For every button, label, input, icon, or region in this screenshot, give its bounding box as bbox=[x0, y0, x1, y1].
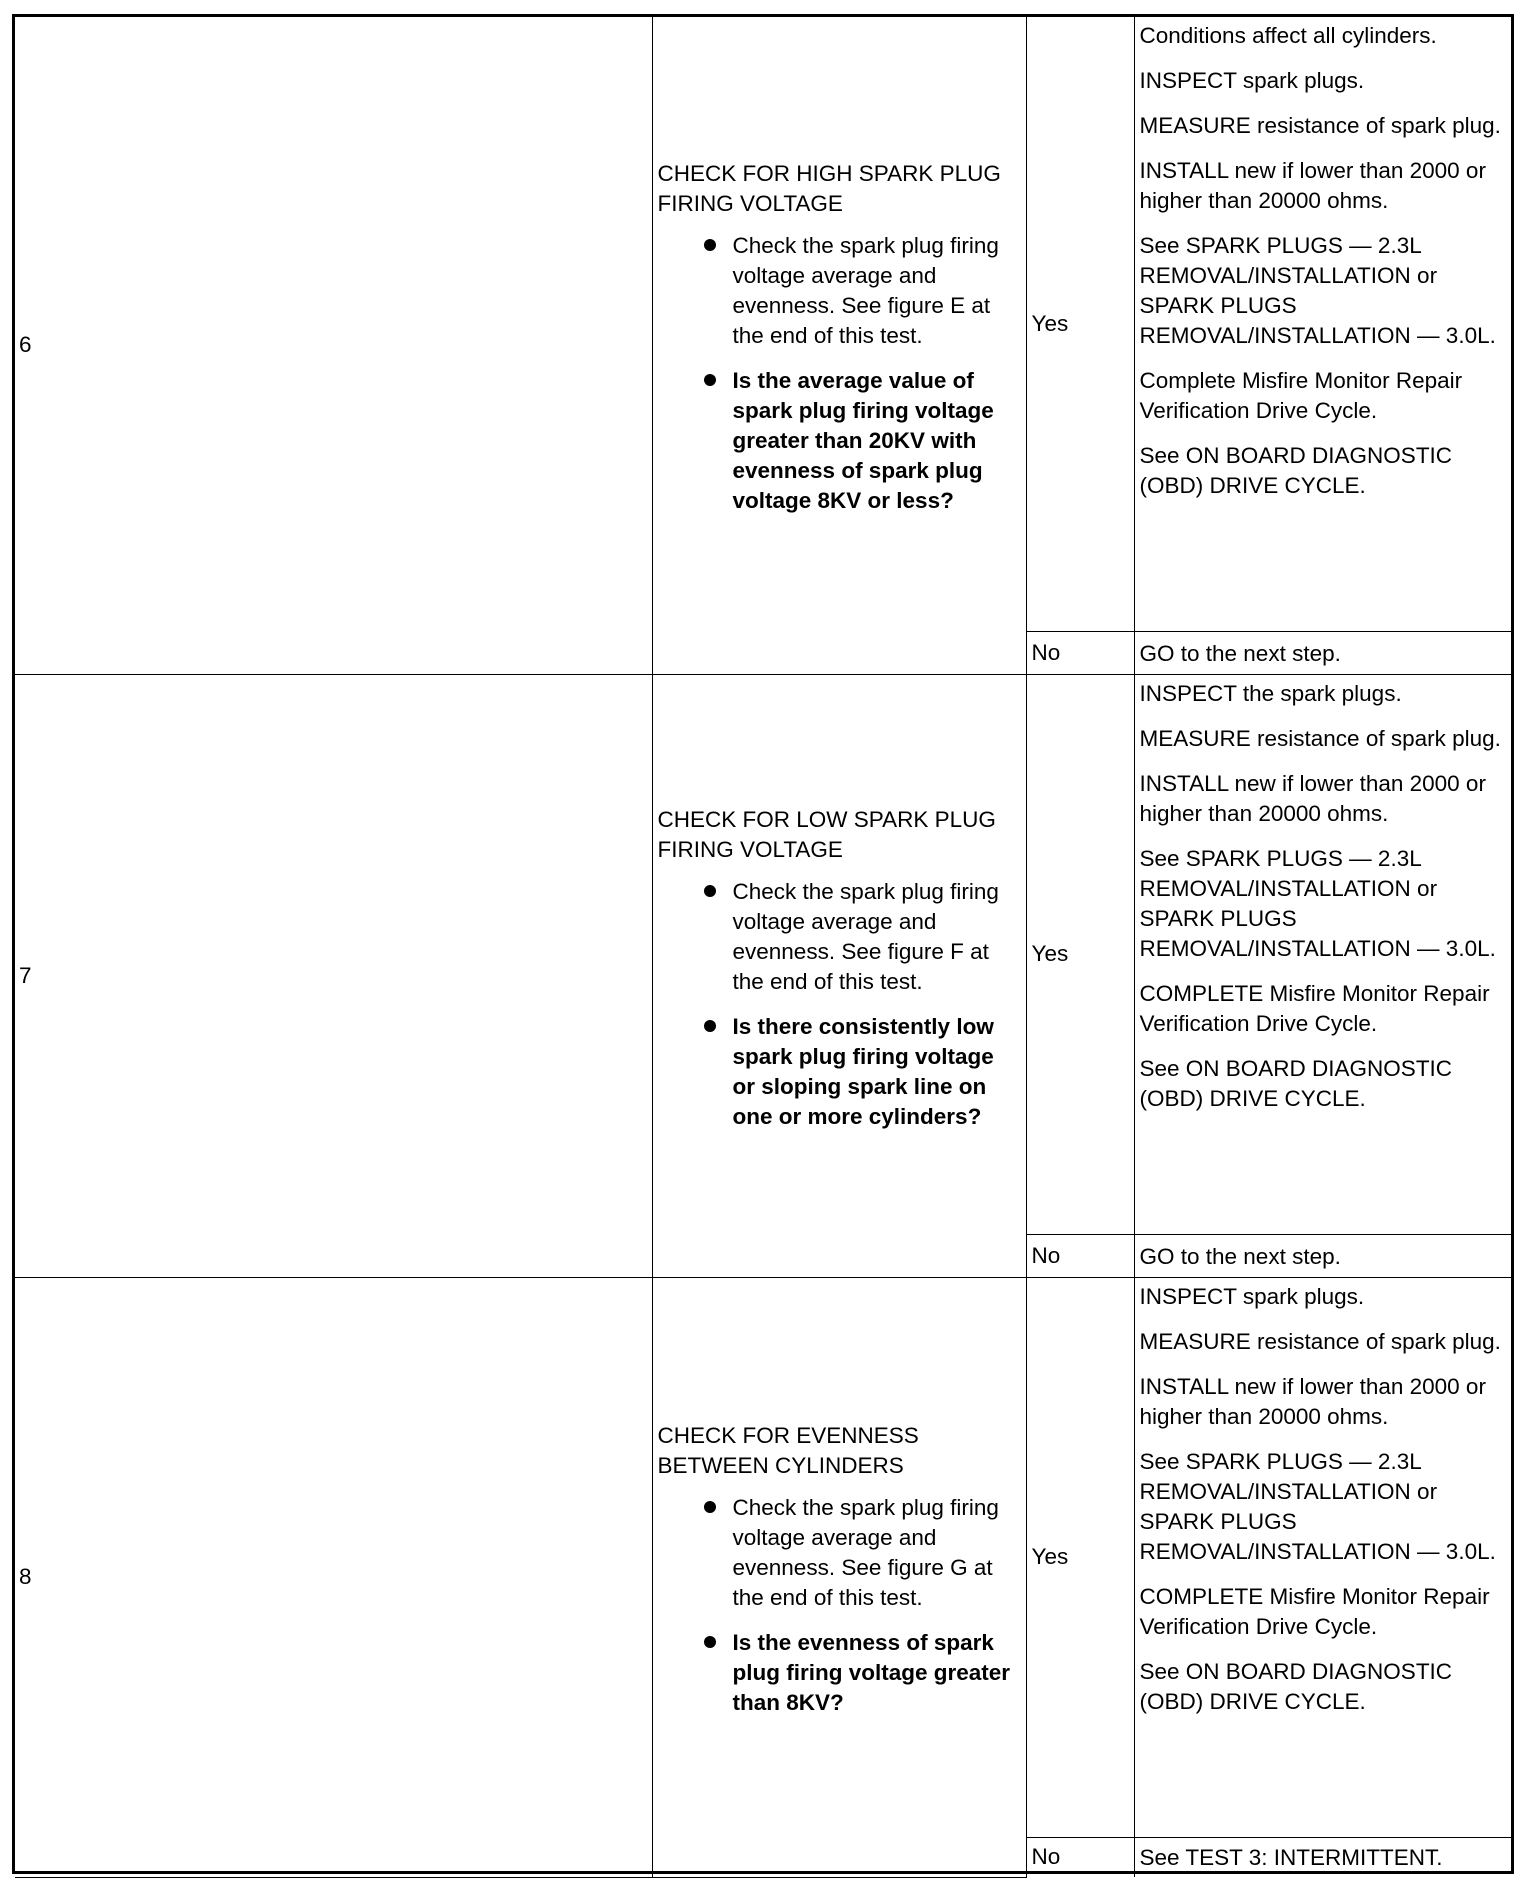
action-paragraph: See ON BOARD DIAGNOSTIC (OBD) DRIVE CYCLE. bbox=[1139, 1658, 1453, 1714]
yes-actions bbox=[1134, 674, 1511, 1234]
check-instruction: Check the spark plug firing voltage average and evenness. See figure F at the end of this test. bbox=[733, 877, 1021, 997]
check-question: Is the average value of spark plug firing voltage greater than 20KV with evenness of spark plug voltage 8KV or less? bbox=[733, 366, 1021, 516]
action-paragraph: INSTALL new if lower than 2000 or higher than 20000 ohms. bbox=[1139, 158, 1486, 213]
action-paragraph: MEASURE resistance of spark plug. bbox=[1139, 1328, 1501, 1354]
step-7-yes-row bbox=[15, 674, 1511, 1234]
action-paragraph: INSPECT spark plugs. bbox=[1139, 1283, 1365, 1309]
yes-actions bbox=[1134, 17, 1511, 631]
action-paragraph: See SPARK PLUGS — 2.3L REMOVAL/INSTALLATION or SPARK PLUGS REMOVAL/INSTALLATION — 3.0L. bbox=[1139, 233, 1496, 348]
answer-no: No bbox=[1026, 1837, 1134, 1877]
step-number: 6 bbox=[15, 17, 652, 674]
step-number: 7 bbox=[15, 674, 652, 1277]
test-cell bbox=[652, 17, 1026, 674]
action-paragraph: MEASURE resistance of spark plug. bbox=[1139, 113, 1501, 138]
action-paragraph: INSPECT the spark plugs. bbox=[1139, 680, 1402, 706]
answer-no: No bbox=[1026, 1234, 1134, 1277]
answer-no: No bbox=[1026, 631, 1134, 674]
no-action: GO to the next step. bbox=[1134, 1234, 1511, 1277]
check-instruction: Check the spark plug firing voltage average and evenness. See figure E at the end of this test. bbox=[733, 231, 1021, 351]
answer-yes: Yes bbox=[1026, 17, 1134, 631]
action-paragraph: COMPLETE Misfire Monitor Repair Verification Drive Cycle. bbox=[1139, 1583, 1490, 1639]
action-paragraph: See SPARK PLUGS — 2.3L REMOVAL/INSTALLATION or SPARK PLUGS REMOVAL/INSTALLATION — 3.0L. bbox=[1139, 845, 1496, 961]
step-title: CHECK FOR LOW SPARK PLUG FIRING VOLTAGE bbox=[657, 806, 996, 862]
check-instruction: Check the spark plug firing voltage average and evenness. See figure G at the end of this test. bbox=[733, 1493, 1021, 1613]
check-list bbox=[658, 877, 1021, 1132]
action-paragraph: COMPLETE Misfire Monitor Repair Verification Drive Cycle. bbox=[1139, 980, 1490, 1036]
action-paragraph: INSTALL new if lower than 2000 or higher than 20000 ohms. bbox=[1139, 1373, 1486, 1429]
action-paragraph: INSTALL new if lower than 2000 or higher than 20000 ohms. bbox=[1139, 770, 1486, 826]
step-title: CHECK FOR HIGH SPARK PLUG FIRING VOLTAGE bbox=[657, 161, 1001, 217]
action-paragraph: See ON BOARD DIAGNOSTIC (OBD) DRIVE CYCLE. bbox=[1139, 1055, 1453, 1111]
no-action: See TEST 3: INTERMITTENT. bbox=[1134, 1837, 1511, 1877]
step-title: CHECK FOR EVENNESS BETWEEN CYLINDERS bbox=[657, 1423, 919, 1478]
step-number: 8 bbox=[15, 1277, 652, 1877]
action-paragraph: See SPARK PLUGS — 2.3L REMOVAL/INSTALLATION or SPARK PLUGS REMOVAL/INSTALLATION — 3.0L. bbox=[1139, 1448, 1496, 1564]
yes-actions bbox=[1134, 1277, 1511, 1837]
answer-yes: Yes bbox=[1026, 1277, 1134, 1837]
answer-yes: Yes bbox=[1026, 674, 1134, 1234]
action-paragraph: Complete Misfire Monitor Repair Verification Drive Cycle. bbox=[1139, 368, 1463, 423]
action-paragraph: See ON BOARD DIAGNOSTIC (OBD) DRIVE CYCLE. bbox=[1139, 443, 1453, 498]
diagnostic-table bbox=[15, 17, 1511, 1878]
check-question: Is there consistently low spark plug firing voltage or sloping spark line on one or more cylinders? bbox=[733, 1012, 1021, 1132]
action-paragraph: INSPECT spark plugs. bbox=[1139, 68, 1365, 93]
action-paragraph: MEASURE resistance of spark plug. bbox=[1139, 725, 1501, 751]
check-question: Is the evenness of spark plug firing voltage greater than 8KV? bbox=[733, 1628, 1021, 1718]
check-list bbox=[658, 231, 1021, 516]
no-action: GO to the next step. bbox=[1134, 631, 1511, 674]
diagnostic-table-page bbox=[12, 14, 1514, 1874]
test-cell bbox=[652, 1277, 1026, 1877]
step-8-yes-row bbox=[15, 1277, 1511, 1837]
step-6-yes-row bbox=[15, 17, 1511, 631]
test-cell bbox=[652, 674, 1026, 1277]
check-list bbox=[658, 1493, 1021, 1718]
action-paragraph: Conditions affect all cylinders. bbox=[1139, 23, 1437, 48]
